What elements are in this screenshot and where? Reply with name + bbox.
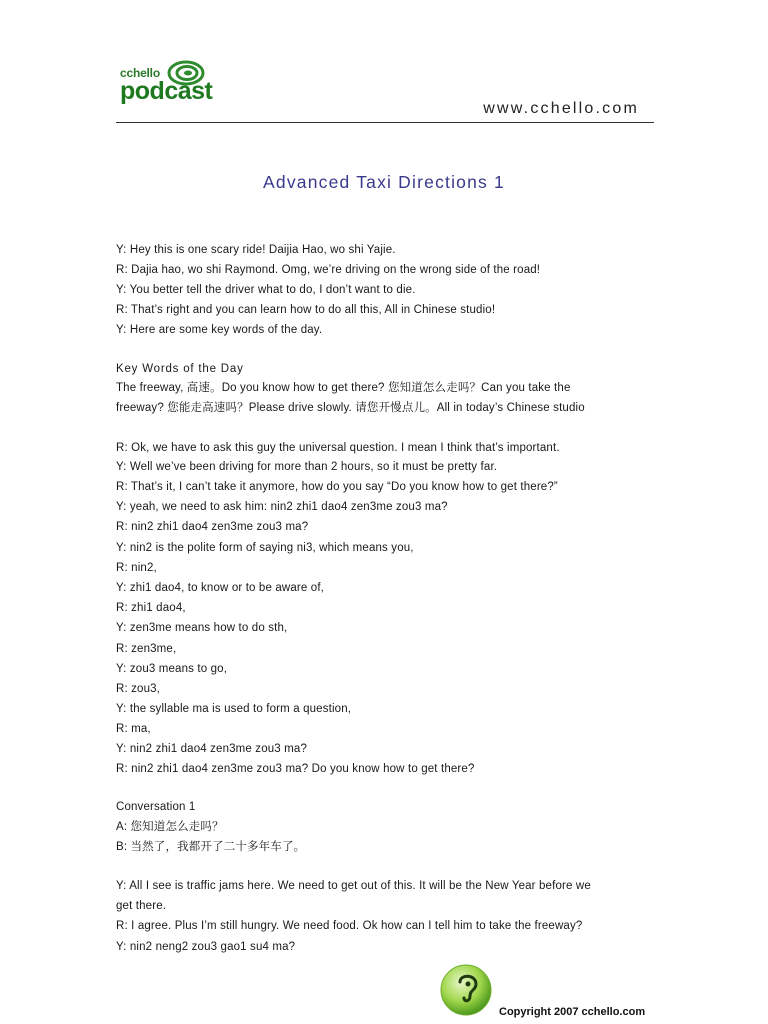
header-divider bbox=[116, 122, 654, 123]
dialogue-line: R: zen3me, bbox=[116, 643, 177, 655]
closing-line: Y: nin2 neng2 zou3 gao1 su4 ma? bbox=[116, 941, 296, 953]
dialogue-line: Y: yeah, we need to ask him: nin2 zhi1 dao4 zen3me zou3 ma? bbox=[116, 501, 448, 513]
dialogue-line: R: zhi1 dao4, bbox=[116, 602, 186, 614]
site-url[interactable]: www.cchello.com bbox=[483, 100, 639, 117]
closing-line: Y: All I see is traffic jams here. We need to get out of this. It will be the New Year before we bbox=[116, 880, 591, 892]
conversation-heading: Conversation 1 bbox=[116, 801, 196, 813]
keywords-heading: Key Words of the Day bbox=[116, 363, 244, 375]
dialogue-line: R: That’s it, I can’t take it anymore, how do you say “Do you know how to get there?” bbox=[116, 481, 558, 493]
intro-line: R: Dajia hao, wo shi Raymond. Omg, we’re driving on the wrong side of the road! bbox=[116, 264, 541, 276]
keywords-line: freeway? 您能走高速吗？Please drive slowly. 请您开慢点儿。All in today’s Chinese studio bbox=[116, 402, 585, 414]
closing-line: get there. bbox=[116, 900, 167, 912]
dialogue-line: R: nin2, bbox=[116, 562, 157, 574]
keywords-line: The freeway, 高速。Do you know how to get there? 您知道怎么走吗？Can you take the bbox=[116, 382, 571, 394]
conversation-line: A: 您知道怎么走吗？ bbox=[116, 821, 224, 833]
dialogue-line: Y: zou3 means to go, bbox=[116, 663, 228, 675]
dialogue-line: R: ma, bbox=[116, 723, 151, 735]
closing-line: R: I agree. Plus I’m still hungry. We need food. Ok how can I tell him to take the freeway? bbox=[116, 920, 583, 932]
podcast-logo bbox=[120, 60, 230, 108]
dialogue-line: R: Ok, we have to ask this guy the universal question. I mean I think that’s important. bbox=[116, 442, 560, 454]
logo-big-text: podcast bbox=[120, 77, 213, 105]
intro-line: Y: You better tell the driver what to do, I don’t want to die. bbox=[116, 284, 416, 296]
dialogue-line: R: nin2 zhi1 dao4 zen3me zou3 ma? bbox=[116, 521, 309, 533]
intro-line: R: That’s right and you can learn how to do all this, All in Chinese studio! bbox=[116, 304, 496, 316]
dialogue-line: Y: nin2 zhi1 dao4 zen3me zou3 ma? bbox=[116, 743, 307, 755]
dialogue-line: Y: the syllable ma is used to form a question, bbox=[116, 703, 352, 715]
intro-line: Y: Here are some key words of the day. bbox=[116, 324, 323, 336]
dialogue-line: R: nin2 zhi1 dao4 zen3me zou3 ma? Do you know how to get there? bbox=[116, 763, 475, 775]
dialogue-line: Y: zhi1 dao4, to know or to be aware of, bbox=[116, 582, 325, 594]
logo-small-text: cchello bbox=[120, 66, 160, 80]
dialogue-line: R: zou3, bbox=[116, 683, 161, 695]
intro-line: Y: Hey this is one scary ride! Daijia Hao, wo shi Yajie. bbox=[116, 244, 396, 256]
conversation-line: B: 当然了，我都开了二十多年车了。 bbox=[116, 841, 306, 853]
document-title: Advanced Taxi Directions 1 bbox=[263, 172, 505, 192]
copyright-text: Copyright 2007 cchello.com bbox=[499, 1006, 646, 1018]
dialogue-line: Y: Well we’ve been driving for more than 2 hours, so it must be pretty far. bbox=[116, 461, 498, 473]
dialogue-line: Y: nin2 is the polite form of saying ni3, which means you, bbox=[116, 542, 414, 554]
cchello-ear-logo-icon bbox=[438, 962, 494, 1018]
dialogue-line: Y: zen3me means how to do sth, bbox=[116, 622, 288, 634]
